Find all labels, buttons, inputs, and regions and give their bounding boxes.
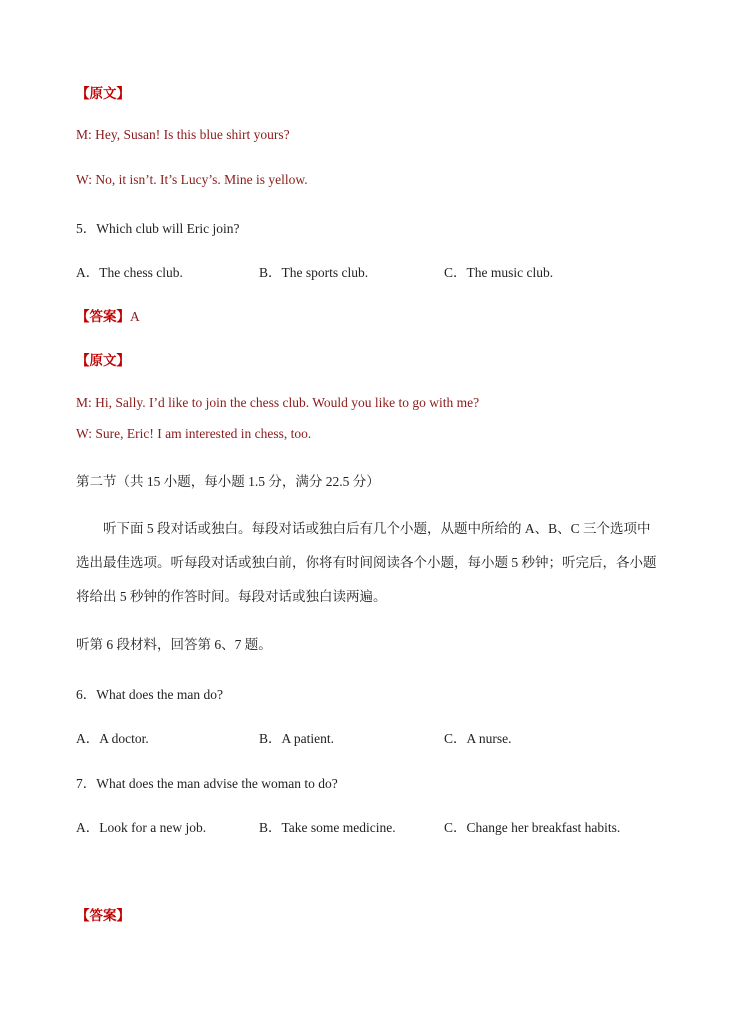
option-a: A．Look for a new job. [76,820,207,835]
option-a: A．A doctor. [76,731,149,746]
dialogue-line: W: No, it isn’t. It’s Lucy’s. Mine is yellow. [76,172,308,187]
dialogue-line: M: Hey, Susan! Is this blue shirt yours? [76,127,290,142]
material-6-instruction: 听第 6 段材料，回答第 6、7 题。 [76,637,272,652]
option-b: B．A patient. [259,731,334,746]
dialogue-line: M: Hi, Sally. I’d like to join the chess club. Would you like to go with me? [76,395,480,410]
original-text-tag: 【原文】 [76,353,130,368]
question-6: 6．What does the man do? [76,687,223,702]
answer-tag: 【答案】 [76,309,130,324]
question-7: 7．What does the man advise the woman to do? [76,776,338,791]
section-instructions: 听下面 5 段对话或独白。每段对话或独白后有几个小题，从题中所给的 A、B、C 三个选项中选出最佳选项。听每段对话或独白前，你将有时间阅读各个小题，每小题 5 秒钟；听完后，各小题将给出 5 秒钟的作答时间。每段对话或独白读两遍。 [76,521,657,604]
option-c: C．Change her breakfast habits. [444,820,621,835]
option-a: A．The chess club. [76,265,183,280]
option-b: B．Take some medicine. [259,820,396,835]
dialogue-line: W: Sure, Eric! I am interested in chess, too. [76,426,312,441]
answer-value: A [130,309,140,324]
answer-5 [76,305,140,325]
answer-tag: 【答案】 [76,908,130,923]
option-b: B．The sports club. [259,265,369,280]
original-text-tag: 【原文】 [76,86,130,101]
option-c: C．The music club. [444,265,554,280]
option-c: C．A nurse. [444,731,512,746]
section-title: 第二节（共 15 小题，每小题 1.5 分，满分 22.5 分） [76,474,380,489]
question-5: 5．Which club will Eric join? [76,221,240,236]
